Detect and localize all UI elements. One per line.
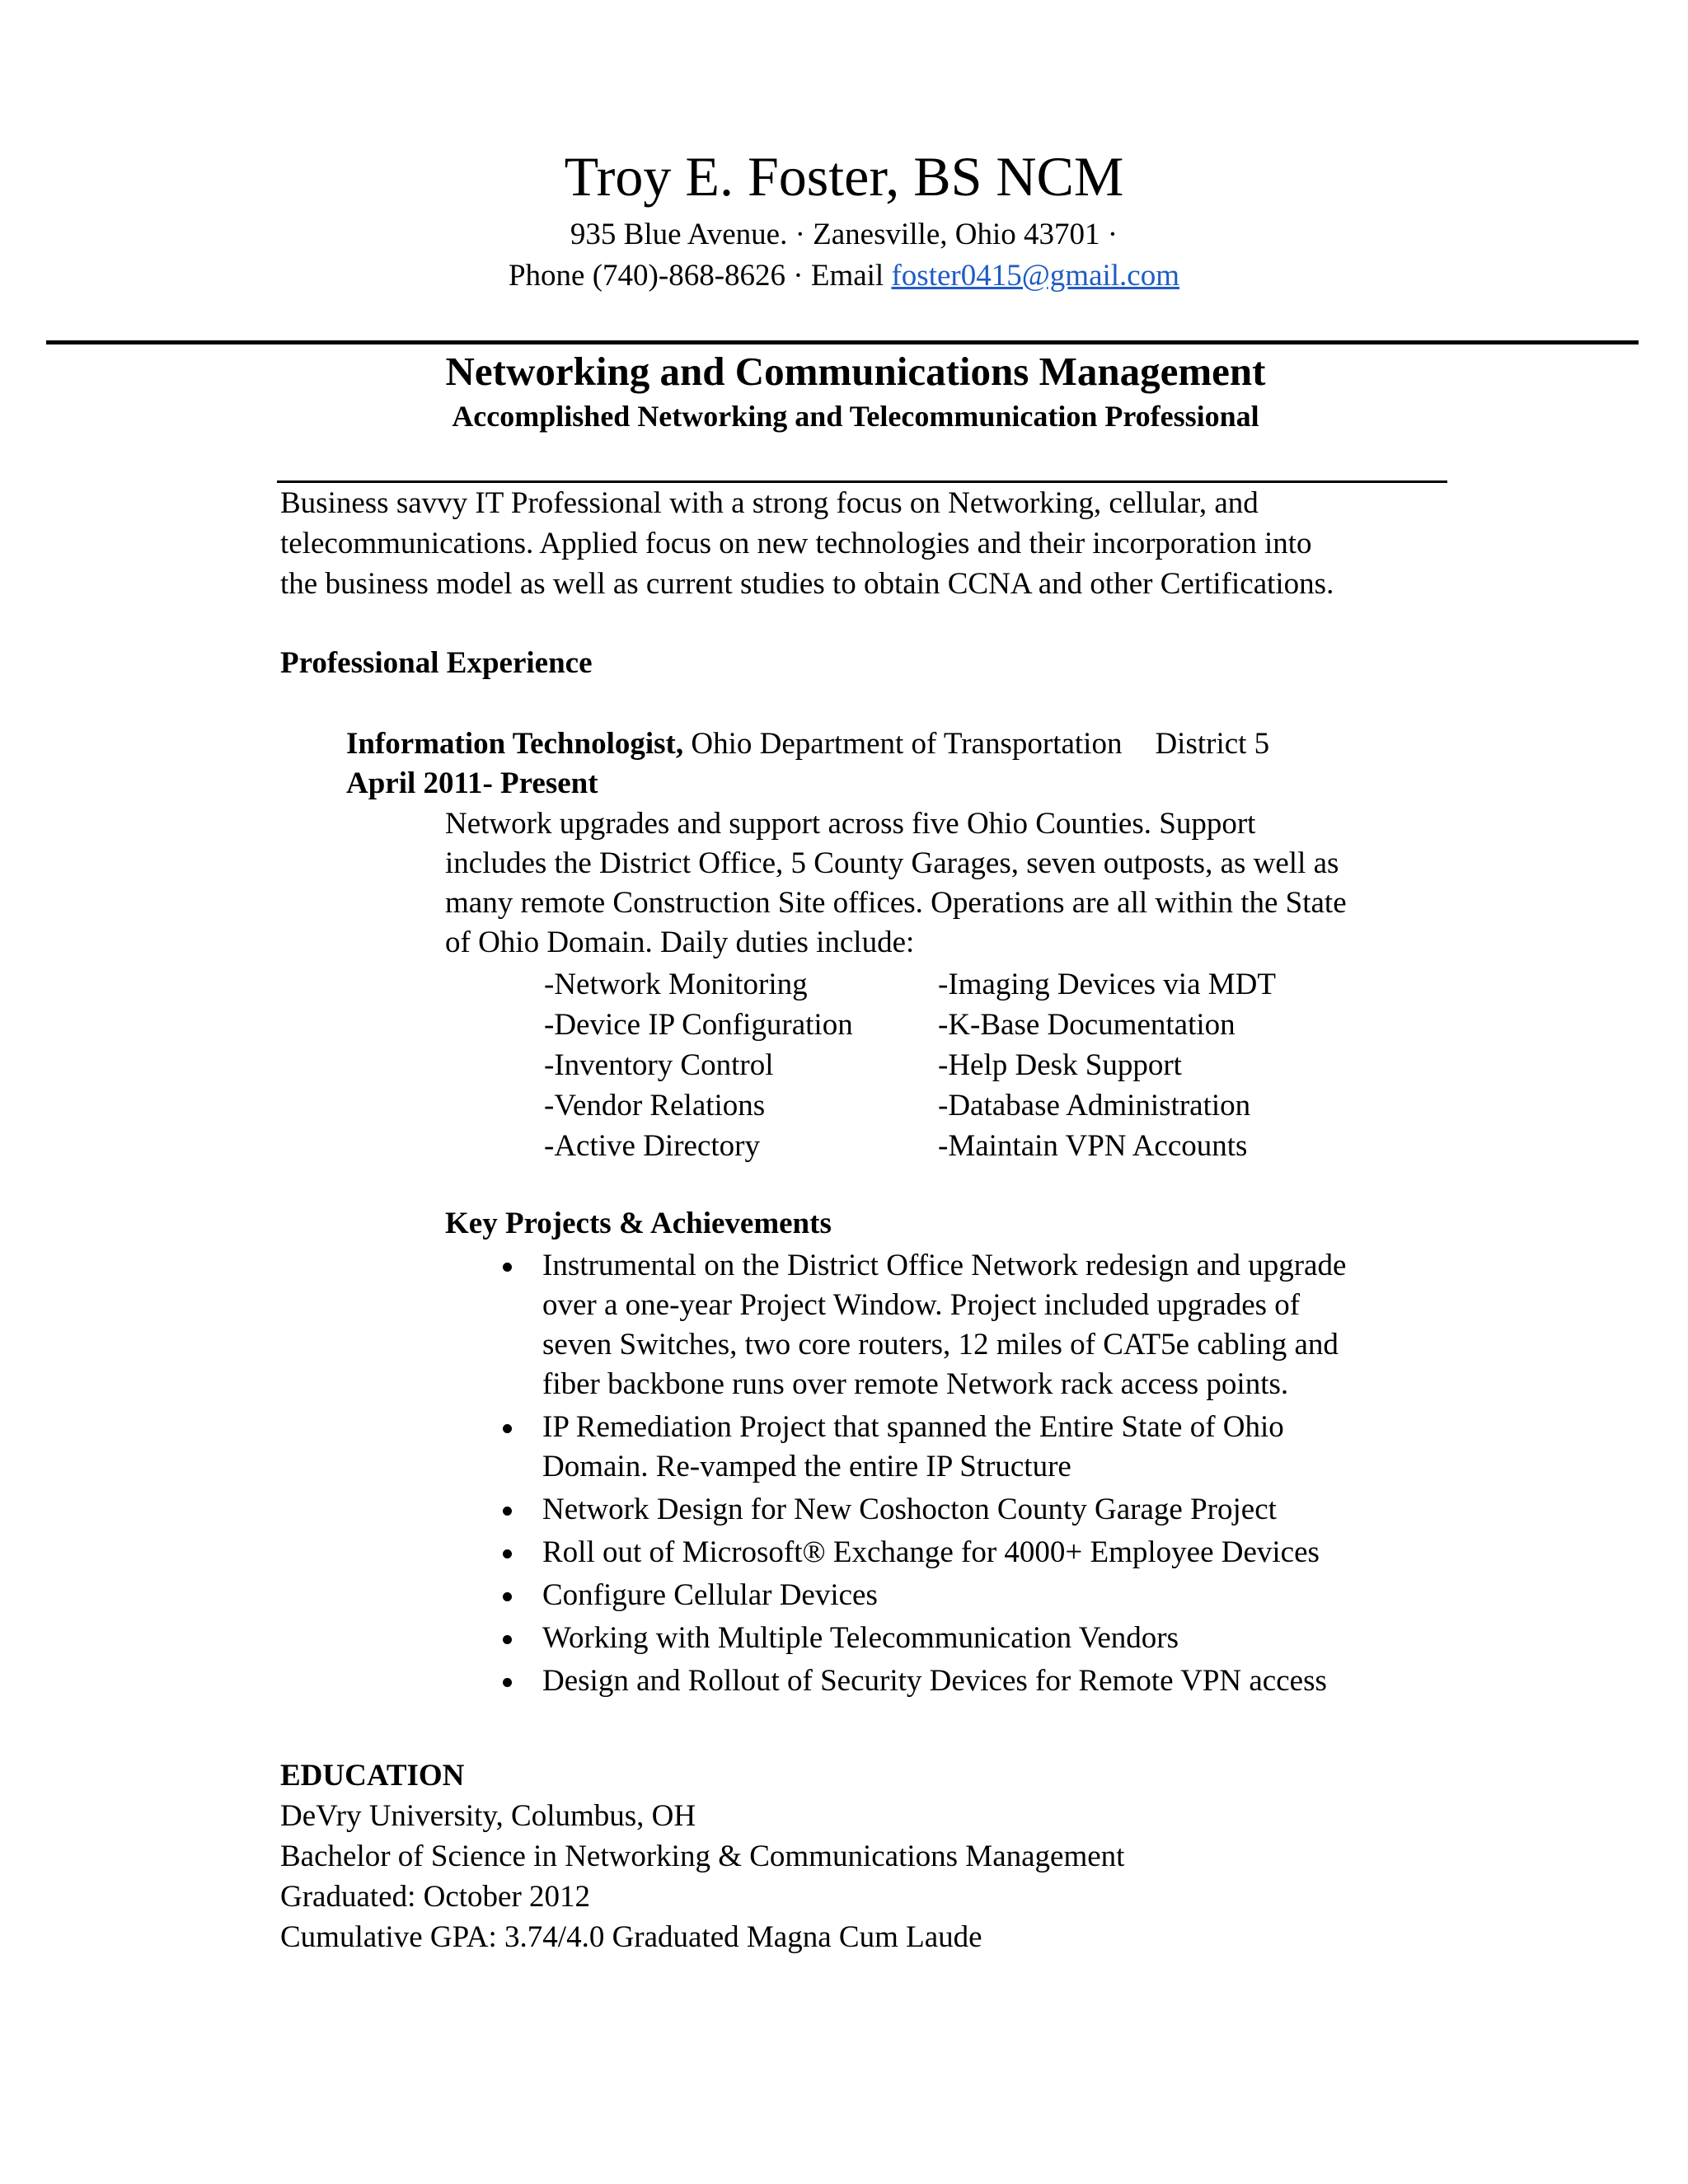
education-degree: Bachelor of Science in Networking & Communications Management (280, 1840, 1125, 1873)
duty-item: -Network Monitoring (544, 968, 808, 1001)
list-item-line: Design and Rollout of Security Devices for Remote VPN access (542, 1664, 1327, 1698)
education-heading: EDUCATION (280, 1759, 465, 1793)
job-title: Information Technologist, (346, 727, 684, 761)
list-item (503, 1246, 1492, 1404)
duty-item: -K-Base Documentation (938, 1008, 1236, 1042)
job-description-line: includes the District Office, 5 County Garages, seven outposts, as well as (445, 846, 1339, 880)
summary-line: Business savvy IT Professional with a strong focus on Networking, cellular, and (280, 486, 1259, 520)
summary-line: the business model as well as current studies to obtain CCNA and other Certifications. (280, 567, 1334, 601)
bullet-icon (503, 1635, 512, 1644)
education-school: DeVry University, Columbus, OH (280, 1799, 696, 1833)
list-item (503, 1576, 1492, 1615)
list-item-line: seven Switches, two core routers, 12 miles of CAT5e cabling and (542, 1328, 1339, 1361)
bullet-icon (503, 1678, 512, 1687)
bullet-icon (503, 1507, 512, 1516)
key-projects-list (503, 1246, 1492, 1704)
list-item (503, 1490, 1492, 1530)
list-item (503, 1661, 1492, 1701)
phone-text: Phone (740)-868-8626 · Email (508, 259, 884, 293)
education-section (280, 1755, 1124, 1957)
list-item-line: Roll out of Microsoft® Exchange for 4000+ Employee Devices (542, 1535, 1320, 1569)
duty-item: -Maintain VPN Accounts (938, 1129, 1248, 1163)
list-item (503, 1619, 1492, 1658)
job-district: District 5 (1155, 727, 1270, 761)
list-item (503, 1408, 1492, 1487)
duty-item: -Database Administration (938, 1089, 1251, 1122)
candidate-name: Troy E. Foster, BS NCM (564, 145, 1124, 208)
list-item-line: fiber backbone runs over remote Network rack access points. (542, 1367, 1289, 1401)
education-gpa: Cumulative GPA: 3.74/4.0 Graduated Magna Cum Laude (280, 1920, 982, 1954)
email-link[interactable]: foster0415@gmail.com (891, 259, 1179, 293)
list-item-line: IP Remediation Project that spanned the Entire State of Ohio (542, 1410, 1284, 1444)
duty-item: -Inventory Control (544, 1048, 774, 1082)
key-projects-heading: Key Projects & Achievements (445, 1207, 832, 1240)
job-description (445, 804, 1347, 963)
experience-heading: Professional Experience (280, 646, 593, 680)
job-employer: Ohio Department of Transportation (691, 727, 1123, 761)
bullet-icon (503, 1549, 512, 1558)
bullet-icon (503, 1592, 512, 1601)
duty-item: -Vendor Relations (544, 1089, 766, 1122)
list-item-line: Network Design for New Coshocton County Garage Project (542, 1493, 1277, 1526)
duty-item: -Imaging Devices via MDT (938, 968, 1276, 1001)
duty-item: -Help Desk Support (938, 1048, 1182, 1082)
address-line: 935 Blue Avenue. · Zanesville, Ohio 43701 · (570, 218, 1118, 251)
duty-item: -Device IP Configuration (544, 1008, 853, 1042)
header-divider (46, 340, 1639, 344)
job-description-line: Network upgrades and support across five Ohio Counties. Support (445, 807, 1256, 841)
education-graduated: Graduated: October 2012 (280, 1880, 591, 1914)
job-description-line: many remote Construction Site offices. Operations are all within the State (445, 886, 1347, 920)
bullet-icon (503, 1424, 512, 1433)
list-item-line: over a one-year Project Window. Project included upgrades of (542, 1288, 1301, 1322)
list-item-line: Domain. Re-vamped the entire IP Structure (542, 1450, 1071, 1483)
list-item (503, 1533, 1492, 1572)
list-item-line: Working with Multiple Telecommunication Vendors (542, 1621, 1179, 1655)
headline-subtitle: Accomplished Networking and Telecommunication Professional (452, 400, 1259, 433)
summary-line: telecommunications. Applied focus on new technologies and their incorporation into (280, 527, 1312, 560)
job-dates: April 2011- Present (346, 766, 598, 800)
bullet-icon (503, 1263, 512, 1272)
list-item-line: Instrumental on the District Office Network redesign and upgrade (542, 1249, 1347, 1282)
job-description-line: of Ohio Domain. Daily duties include: (445, 926, 915, 959)
duty-item: -Active Directory (544, 1129, 760, 1163)
list-item-line: Configure Cellular Devices (542, 1578, 878, 1612)
contact-line (0, 257, 1688, 295)
headline-title: Networking and Communications Management (445, 349, 1266, 394)
summary-paragraph (280, 483, 1467, 604)
job-title-line (346, 725, 1269, 763)
